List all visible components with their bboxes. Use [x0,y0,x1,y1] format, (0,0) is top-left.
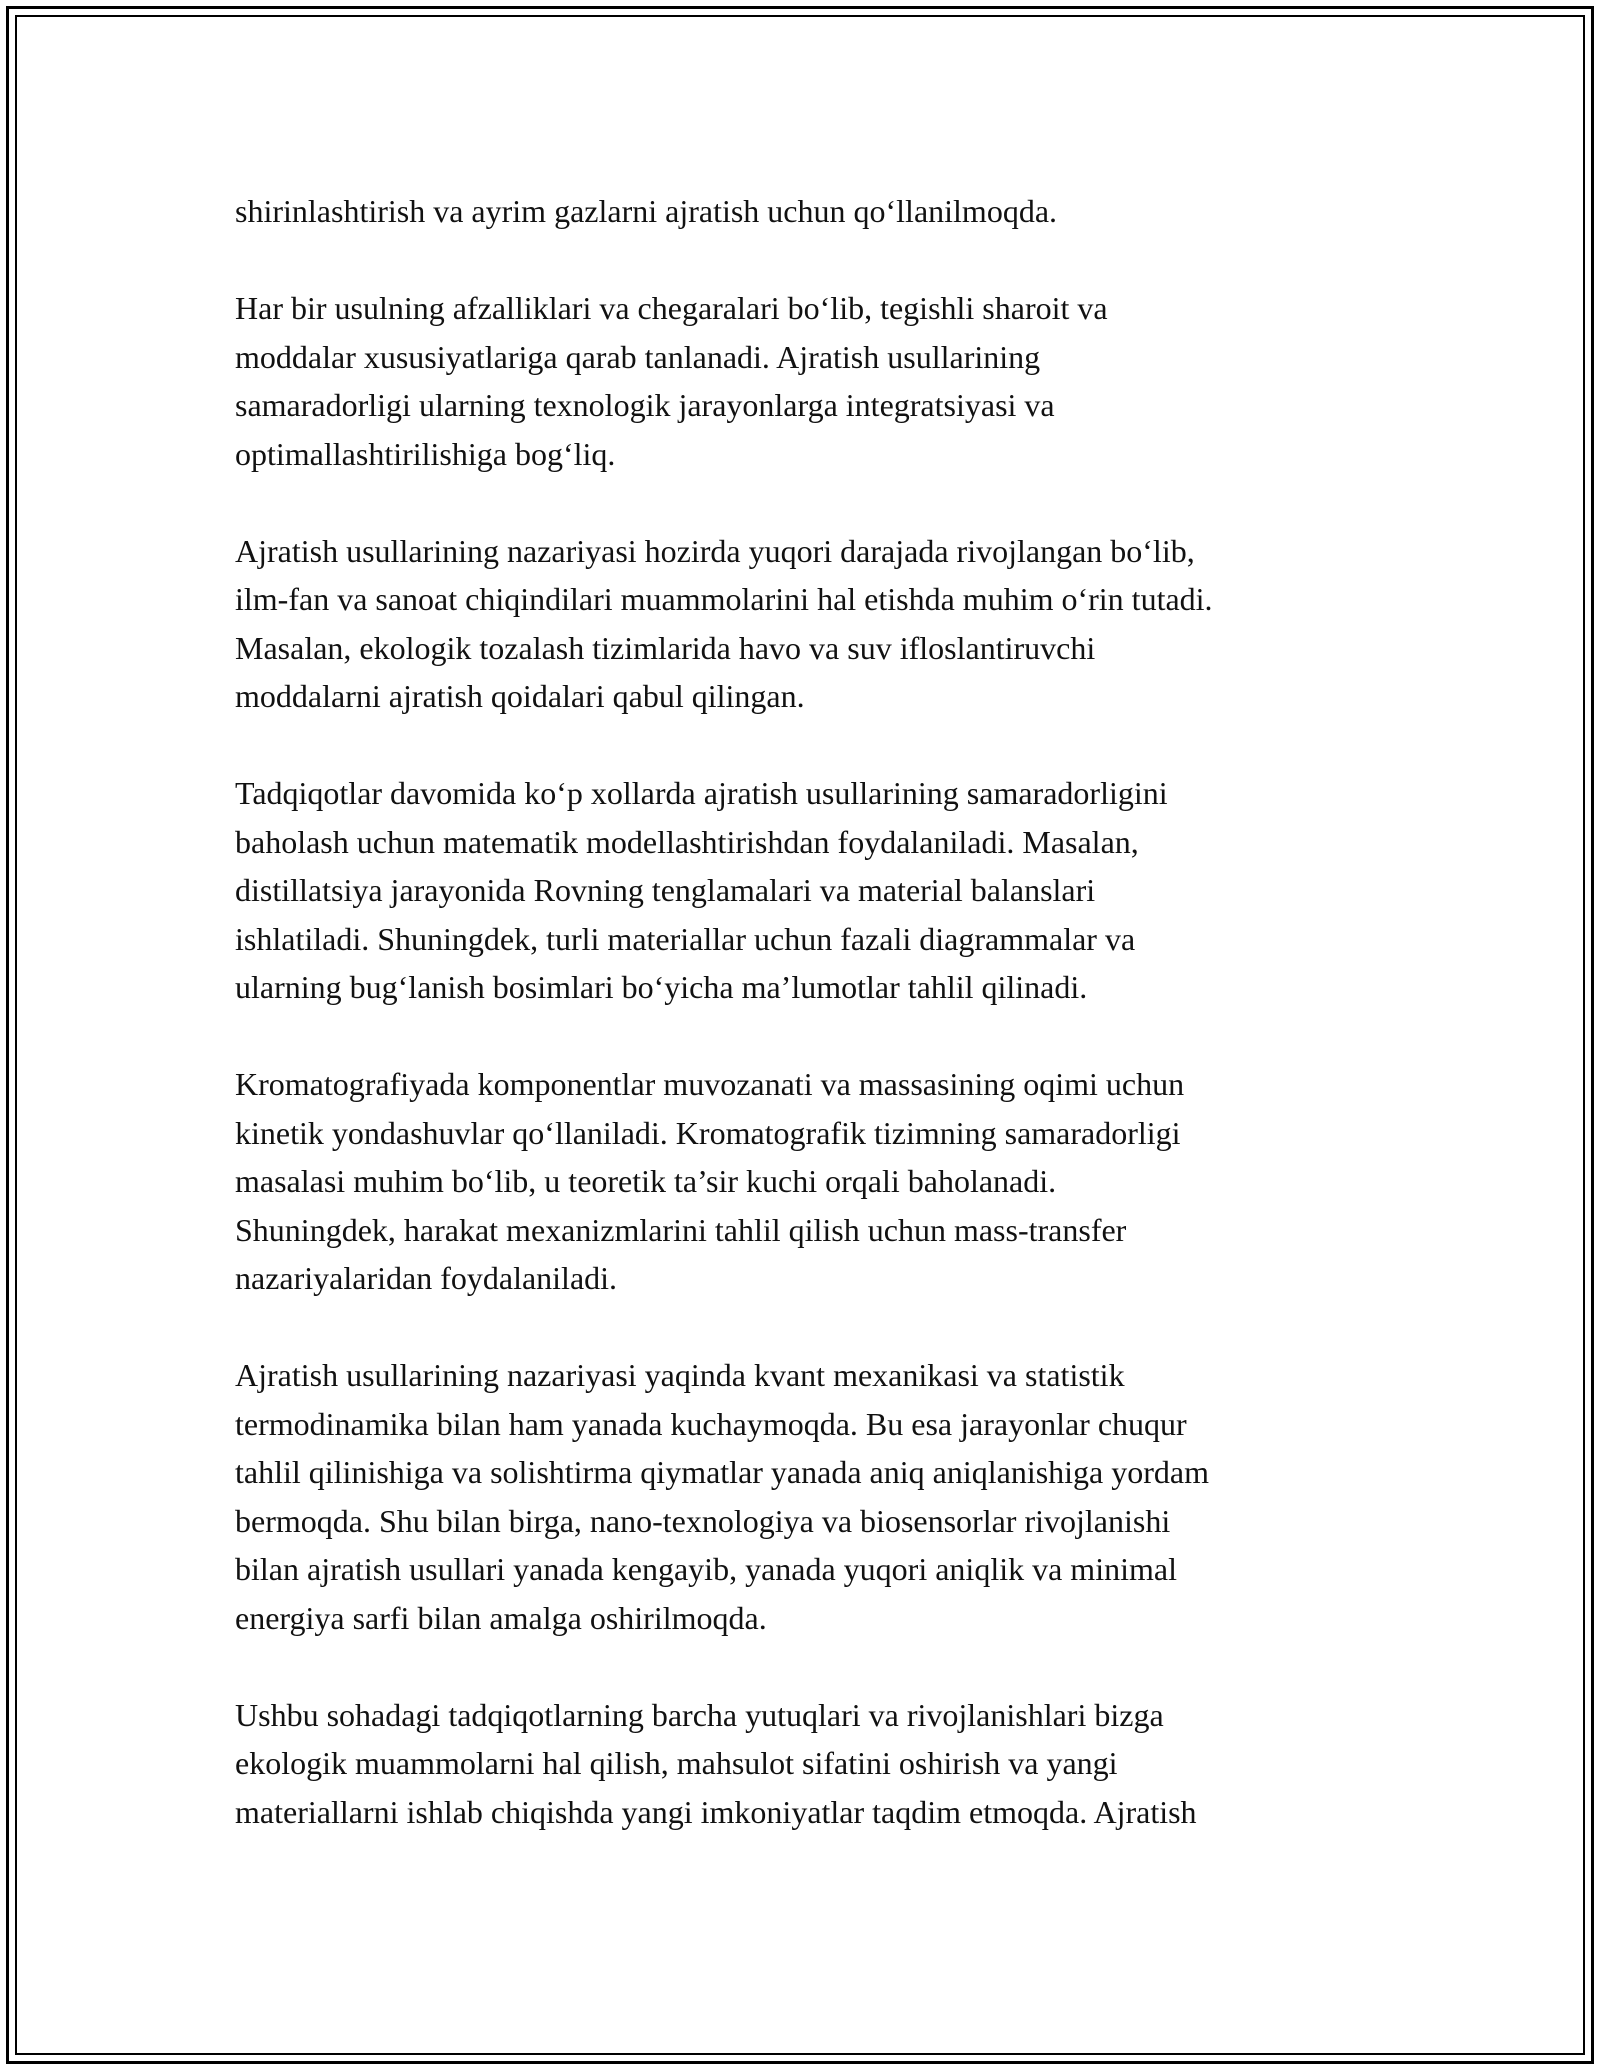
document-body [235,187,1375,1885]
text-line: ularning bug‘lanish bosimlari bo‘yicha ma’lumotlar tahlil qilinadi. [235,969,1088,1005]
text-line: tahlil qilinishiga va solishtirma qiymatlar yanada aniq aniqlanishiga yordam [235,1454,1209,1490]
paragraph-4 [235,769,1375,1012]
text-line: Har bir usulning afzalliklari va chegaralari bo‘lib, tegishli sharoit va [235,290,1108,326]
text-line: ishlatiladi. Shuningdek, turli materiallar uchun fazali diagrammalar va [235,920,1136,957]
paragraph-1 [235,187,1375,236]
paragraph-2 [235,284,1375,478]
paragraph-5 [235,1060,1375,1303]
paragraph-6 [235,1351,1375,1642]
text-line: Tadqiqotlar davomida ko‘p xollarda ajratish usullarining samaradorligini [235,775,1168,811]
text-line: samaradorligi ularning texnologik jarayonlarga integratsiyasi va [235,387,1055,423]
text-line: nazariyalaridan foydalaniladi. [235,1260,618,1296]
text-line: Ajratish usullarining nazariyasi hozirda yuqori darajada rivojlangan bo‘lib, [235,532,1195,569]
text-line: termodinamika bilan ham yanada kuchaymoqda. Bu esa jarayonlar chuqur [235,1405,1187,1442]
text-line: bilan ajratish usullari yanada kengayib, yanada yuqori aniqlik va minimal [235,1551,1177,1587]
text-line: Shuningdek, harakat mexanizmlarini tahlil qilish uchun mass-transfer [235,1211,1127,1248]
text-line: optimallashtirilishiga bog‘liq. [235,435,616,472]
text-line: masalasi muhim bo‘lib, u teoretik ta’sir kuchi orqali baholanadi. [235,1163,1057,1199]
text-line: distillatsiya jarayonida Rovning tenglamalari va material balanslari [235,872,1096,908]
text-line: kinetik yondashuvlar qo‘llaniladi. Kromatografik tizimning samaradorligi [235,1114,1181,1151]
text-line: ilm-fan va sanoat chiqindilari muammolarini hal etishda muhim o‘rin tutadi. [235,581,1213,617]
text-line: ekologik muammolarni hal qilish, mahsulot sifatini oshirish va yangi [235,1745,1118,1781]
paragraph-3 [235,527,1375,721]
text-line: Masalan, ekologik tozalash tizimlarida havo va suv ifloslantiruvchi [235,629,1096,666]
text-line: moddalarni ajratish qoidalari qabul qilingan. [235,678,805,714]
text-line: Ajratish usullarining nazariyasi yaqinda kvant mexanikasi va statistik [235,1357,1125,1393]
text-line: baholash uchun matematik modellashtirishdan foydalaniladi. Masalan, [235,823,1139,860]
text-line: moddalar xususiyatlariga qarab tanlanadi. Ajratish usullarining [235,338,1041,375]
text-line: shirinlashtirish va ayrim gazlarni ajratish uchun qo‘llanilmoqda. [235,193,1058,229]
paragraph-7 [235,1691,1375,1837]
text-line: bermoqda. Shu bilan birga, nano-texnologiya va biosensorlar rivojlanishi [235,1502,1171,1539]
text-line: energiya sarfi bilan amalga oshirilmoqda. [235,1599,767,1636]
text-line: Ushbu sohadagi tadqiqotlarning barcha yutuqlari va rivojlanishlari bizga [235,1696,1164,1733]
text-line: Kromatografiyada komponentlar muvozanati va massasining oqimi uchun [235,1066,1185,1102]
text-line: materiallarni ishlab chiqishda yangi imkoniyatlar taqdim etmoqda. Ajratish [235,1793,1197,1830]
